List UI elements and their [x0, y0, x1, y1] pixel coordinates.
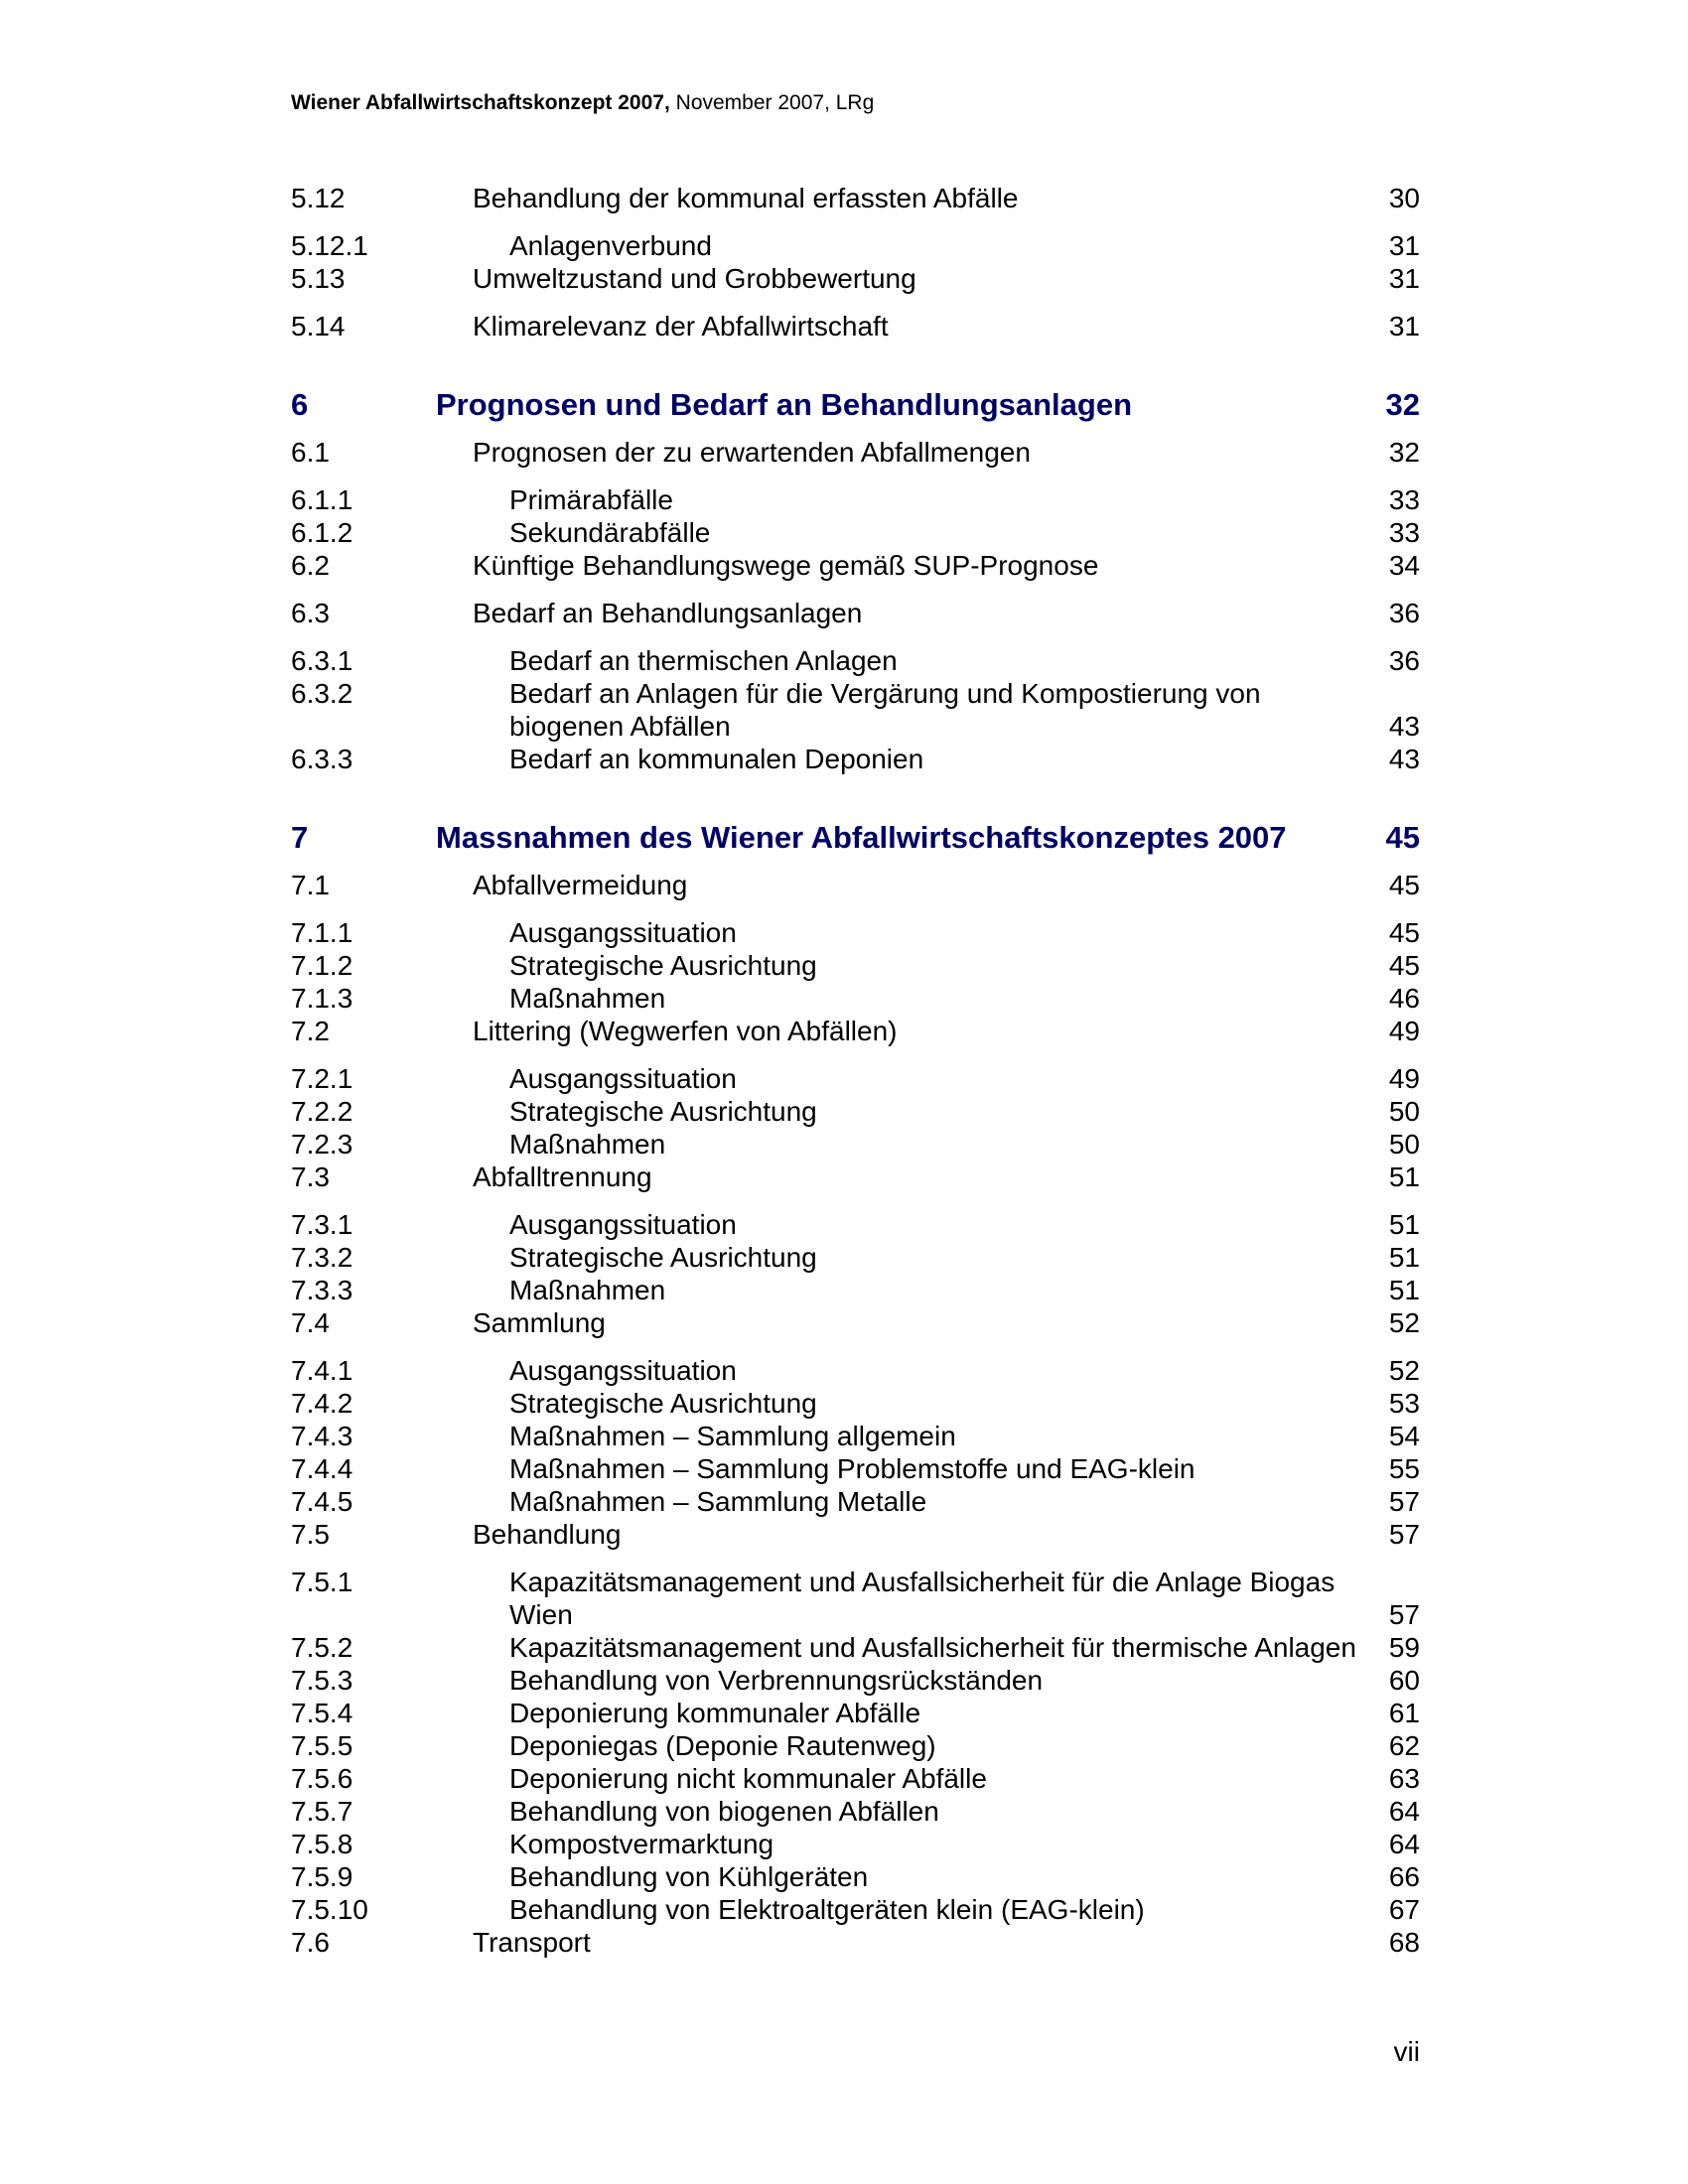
toc-entry-page: 62: [1388, 1730, 1420, 1761]
toc-entry-page: 50: [1388, 1096, 1420, 1127]
page-number: vii: [1393, 2036, 1420, 2067]
toc-entry-page: 45: [1385, 820, 1420, 855]
toc-entry-number: 7.1.3: [291, 983, 353, 1014]
toc-entry-page: 33: [1388, 484, 1420, 515]
toc-entry-number: 7.5.5: [291, 1730, 353, 1761]
toc-entry-page: 68: [1388, 1927, 1420, 1958]
toc-entry-title: Maßnahmen – Sammlung Metalle: [509, 1486, 927, 1517]
header-date-author: November 2007, LRg: [669, 91, 875, 114]
toc-entry-title: Deponierung nicht kommunaler Abfälle: [509, 1763, 987, 1794]
toc-entry-number: 7.3: [291, 1161, 330, 1192]
toc-entry-page: 33: [1388, 517, 1420, 548]
toc-entry-number: 7.1.2: [291, 950, 353, 981]
toc-entry[interactable]: [291, 1795, 1420, 1828]
toc-entry-number: 6.1.2: [291, 517, 353, 548]
toc-entry-page: 57: [1388, 1599, 1420, 1630]
toc-entry-page: 51: [1388, 1209, 1420, 1240]
toc-entry-title: Kapazitätsmanagement und Ausfallsicherheit für thermische Anlagen: [509, 1632, 1356, 1663]
toc-entry-page: 51: [1388, 1161, 1420, 1192]
toc-entry-number: 7.4: [291, 1307, 330, 1338]
toc-entry-page: 32: [1388, 437, 1420, 468]
toc-entry[interactable]: [291, 262, 1420, 295]
toc-entry-number: 7.2: [291, 1016, 330, 1046]
toc-entry-page: 31: [1388, 311, 1420, 341]
toc-entry-title: Behandlung: [473, 1519, 622, 1550]
toc-entry[interactable]: [291, 1566, 1420, 1631]
table-of-contents: [291, 182, 1420, 1959]
toc-entry-title: Maßnahmen: [509, 1129, 666, 1160]
toc-entry-title: Maßnahmen – Sammlung Problemstoffe und EAG-klein: [509, 1453, 1196, 1484]
toc-entry[interactable]: [291, 1697, 1420, 1729]
toc-entry-number: 7.4.2: [291, 1388, 353, 1419]
toc-entry-title: Ausgangssituation: [509, 1209, 737, 1240]
toc-entry[interactable]: [291, 644, 1420, 677]
toc-entry-page: 43: [1388, 711, 1420, 742]
toc-entry-page: 57: [1388, 1486, 1420, 1517]
toc-entry[interactable]: [291, 982, 1420, 1015]
toc-entry-page: 31: [1388, 263, 1420, 294]
toc-entry[interactable]: [291, 597, 1420, 629]
toc-entry-number: 6.2: [291, 550, 330, 581]
toc-entry-number: 7.2.2: [291, 1096, 353, 1127]
toc-entry-number: 7.4.1: [291, 1355, 353, 1386]
toc-entry-title: Behandlung von biogenen Abfällen: [509, 1796, 939, 1827]
toc-entry-page: 63: [1388, 1763, 1420, 1794]
toc-entry-title: Anlagenverbund: [509, 230, 712, 261]
toc-entry-title: Maßnahmen – Sammlung allgemein: [509, 1421, 956, 1451]
toc-entry[interactable]: [291, 1893, 1420, 1926]
toc-entry-page: 51: [1388, 1275, 1420, 1305]
toc-entry[interactable]: [291, 516, 1420, 549]
toc-entry[interactable]: [291, 1762, 1420, 1795]
toc-entry-page: 67: [1388, 1894, 1420, 1925]
toc-entry-page: 43: [1388, 744, 1420, 774]
toc-entry-number: 7.1: [291, 870, 330, 900]
toc-entry[interactable]: [291, 1015, 1420, 1047]
toc-entry-page: 49: [1388, 1063, 1420, 1094]
toc-entry-number: 7.1.1: [291, 917, 353, 948]
toc-entry-number: 7.5.1: [291, 1567, 353, 1597]
toc-entry-number: 6: [291, 387, 309, 422]
toc-entry[interactable]: [291, 1420, 1420, 1452]
toc-entry[interactable]: [291, 1306, 1420, 1339]
header-title: Wiener Abfallwirtschaftskonzept 2007,: [291, 91, 670, 114]
toc-entry-number: 7.4.4: [291, 1453, 353, 1484]
toc-entry-title: Strategische Ausrichtung: [509, 950, 817, 981]
toc-entry-title: Kompostvermarktung: [509, 1829, 774, 1859]
toc-entry-title: Ausgangssituation: [509, 1355, 737, 1386]
toc-entry-page: 53: [1388, 1388, 1420, 1419]
toc-entry-title: Prognosen der zu erwartenden Abfallmengen: [473, 437, 1031, 468]
toc-entry-number: 5.14: [291, 311, 346, 341]
toc-entry[interactable]: [291, 677, 1420, 743]
toc-entry-title: Sekundärabfälle: [509, 517, 711, 548]
toc-entry-title: Strategische Ausrichtung: [509, 1242, 817, 1273]
toc-chapter-entry[interactable]: [291, 387, 1420, 422]
toc-entry-number: 7.4.3: [291, 1421, 353, 1451]
toc-entry-page: 52: [1388, 1355, 1420, 1386]
toc-entry-title: Ausgangssituation: [509, 917, 737, 948]
toc-entry-number: 5.13: [291, 263, 346, 294]
toc-entry[interactable]: [291, 1926, 1420, 1959]
toc-entry-page: 45: [1388, 950, 1420, 981]
toc-entry-title: Deponierung kommunaler Abfälle: [509, 1698, 921, 1728]
toc-entry-page: 52: [1388, 1307, 1420, 1338]
toc-entry-title: Bedarf an thermischen Anlagen: [509, 645, 898, 676]
toc-entry-title: Massnahmen des Wiener Abfallwirtschaftskonzeptes 2007: [436, 820, 1287, 855]
toc-entry-title: Deponiegas (Deponie Rautenweg): [509, 1730, 936, 1761]
toc-entry-number: 7.5.7: [291, 1796, 353, 1827]
toc-entry-title: Umweltzustand und Grobbewertung: [473, 263, 916, 294]
toc-entry-number: 6.3.1: [291, 645, 353, 676]
toc-chapter-entry[interactable]: [291, 820, 1420, 855]
toc-entry-title: Primärabfälle: [509, 484, 673, 515]
toc-entry-title: Prognosen und Bedarf an Behandlungsanlagen: [436, 387, 1133, 422]
toc-entry[interactable]: [291, 1729, 1420, 1762]
toc-entry-title: Transport: [473, 1927, 591, 1958]
toc-entry-number: 7.5.10: [291, 1894, 368, 1925]
toc-entry-number: 6.1.1: [291, 484, 353, 515]
toc-entry-title: Abfalltrennung: [473, 1161, 652, 1192]
toc-entry-page: 49: [1388, 1016, 1420, 1046]
toc-entry-number: 7.5.2: [291, 1632, 353, 1663]
toc-entry-page: 31: [1388, 230, 1420, 261]
toc-entry-title: Strategische Ausrichtung: [509, 1388, 817, 1419]
toc-entry-page: 64: [1388, 1796, 1420, 1827]
toc-entry-page: 50: [1388, 1129, 1420, 1160]
toc-entry-title: Kapazitätsmanagement und Ausfallsicherheit für die Anlage Biogas Wien: [509, 1567, 1336, 1630]
toc-entry-page: 55: [1388, 1453, 1420, 1484]
toc-entry-title: Behandlung von Elektroaltgeräten klein (EAG-klein): [509, 1894, 1145, 1925]
toc-entry[interactable]: [291, 1062, 1420, 1095]
toc-entry-page: 66: [1388, 1861, 1420, 1892]
toc-entry-page: 45: [1388, 870, 1420, 900]
toc-entry-number: 7.2.3: [291, 1129, 353, 1160]
toc-entry-title: Ausgangssituation: [509, 1063, 737, 1094]
toc-entry[interactable]: [291, 1452, 1420, 1485]
toc-entry-title: Bedarf an kommunalen Deponien: [509, 744, 924, 774]
toc-entry[interactable]: [291, 1664, 1420, 1697]
toc-entry-page: 36: [1388, 598, 1420, 628]
toc-entry-number: 5.12: [291, 183, 346, 213]
toc-entry-number: 6.3: [291, 598, 330, 628]
toc-entry[interactable]: [291, 1160, 1420, 1193]
toc-entry[interactable]: [291, 743, 1420, 775]
toc-entry-number: 7.3.3: [291, 1275, 353, 1305]
page-header: [291, 91, 874, 115]
toc-entry-title: Maßnahmen: [509, 1275, 666, 1305]
toc-entry[interactable]: [291, 229, 1420, 262]
toc-entry-title: Maßnahmen: [509, 983, 666, 1014]
toc-entry-page: 59: [1388, 1632, 1420, 1663]
toc-entry[interactable]: [291, 869, 1420, 901]
toc-entry-number: 7.5.8: [291, 1829, 353, 1859]
toc-entry-title: Bedarf an Behandlungsanlagen: [473, 598, 863, 628]
toc-entry[interactable]: [291, 1274, 1420, 1306]
toc-entry-number: 5.12.1: [291, 230, 368, 261]
toc-entry[interactable]: [291, 1128, 1420, 1160]
toc-entry[interactable]: [291, 1354, 1420, 1387]
toc-entry-page: 51: [1388, 1242, 1420, 1273]
toc-entry-page: 46: [1388, 983, 1420, 1014]
toc-entry-page: 34: [1388, 550, 1420, 581]
toc-entry-page: 30: [1388, 183, 1420, 213]
toc-entry-number: 7.3.1: [291, 1209, 353, 1240]
toc-entry[interactable]: [291, 1095, 1420, 1128]
toc-entry-number: 7.4.5: [291, 1486, 353, 1517]
toc-entry-number: 7.3.2: [291, 1242, 353, 1273]
toc-entry[interactable]: [291, 483, 1420, 516]
toc-entry-title: Behandlung von Verbrennungsrückständen: [509, 1665, 1044, 1696]
toc-entry[interactable]: [291, 1828, 1420, 1860]
toc-entry[interactable]: [291, 1387, 1420, 1420]
toc-entry[interactable]: [291, 549, 1420, 582]
toc-entry-number: 7.5.4: [291, 1698, 353, 1728]
toc-entry[interactable]: [291, 1241, 1420, 1274]
toc-entry[interactable]: [291, 1485, 1420, 1518]
toc-entry[interactable]: [291, 916, 1420, 949]
toc-entry-title: Abfallvermeidung: [473, 870, 688, 900]
toc-entry-page: 61: [1388, 1698, 1420, 1728]
toc-entry-number: 6.3.3: [291, 744, 353, 774]
toc-entry-page: 32: [1385, 387, 1420, 422]
toc-entry-title: Künftige Behandlungswege gemäß SUP-Prognose: [473, 550, 1099, 581]
toc-entry-title: Bedarf an Anlagen für die Vergärung und Kompostierung von biogenen Abfällen: [509, 678, 1261, 742]
toc-entry-page: 60: [1388, 1665, 1420, 1696]
toc-entry-page: 45: [1388, 917, 1420, 948]
toc-entry-number: 7: [291, 820, 309, 855]
toc-entry[interactable]: [291, 182, 1420, 214]
toc-entry-title: Behandlung von Kühlgeräten: [509, 1861, 869, 1892]
toc-entry[interactable]: [291, 310, 1420, 342]
toc-entry-page: 64: [1388, 1829, 1420, 1859]
toc-entry-title: Strategische Ausrichtung: [509, 1096, 817, 1127]
toc-entry-number: 6.3.2: [291, 678, 353, 709]
toc-entry-page: 57: [1388, 1519, 1420, 1550]
toc-entry[interactable]: [291, 1860, 1420, 1893]
toc-entry[interactable]: [291, 436, 1420, 469]
toc-entry[interactable]: [291, 949, 1420, 982]
toc-entry-title: Klimarelevanz der Abfallwirtschaft: [473, 311, 889, 341]
toc-entry-number: 7.6: [291, 1927, 330, 1958]
toc-entry-number: 7.5: [291, 1519, 330, 1550]
toc-entry-number: 7.5.6: [291, 1763, 353, 1794]
toc-entry-title: Sammlung: [473, 1307, 606, 1338]
toc-entry-number: 7.5.9: [291, 1861, 353, 1892]
toc-entry-page: 54: [1388, 1421, 1420, 1451]
toc-entry-title: Behandlung der kommunal erfassten Abfälle: [473, 183, 1019, 213]
toc-entry-number: 7.5.3: [291, 1665, 353, 1696]
toc-entry-number: 7.2.1: [291, 1063, 353, 1094]
toc-entry[interactable]: [291, 1631, 1420, 1664]
toc-entry[interactable]: [291, 1518, 1420, 1551]
toc-entry-page: 36: [1388, 645, 1420, 676]
toc-entry-number: 6.1: [291, 437, 330, 468]
toc-entry-title: Littering (Wegwerfen von Abfällen): [473, 1016, 898, 1046]
toc-entry[interactable]: [291, 1208, 1420, 1241]
